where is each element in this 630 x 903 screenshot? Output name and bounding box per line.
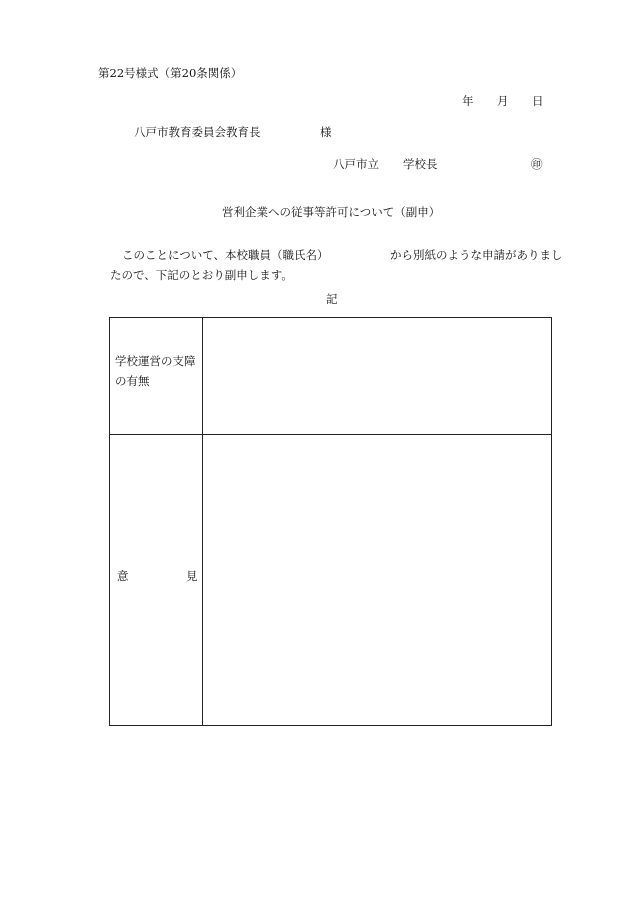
row2-label-left: 意 [117,569,129,583]
document-title: 営利企業への従事等許可について（副申） [222,205,441,219]
row2-answer-area[interactable] [203,435,551,725]
body-line-1b: から別紙のような申請がありまし [390,248,563,262]
sender-school: 八戸市立 [333,157,379,171]
addressee-name: 八戸市教育委員会教育長 [134,125,261,139]
date-year: 年 [462,94,474,108]
body-line-1a: このことについて、本校職員（職氏名） [122,248,329,262]
ki-heading: 記 [326,292,338,306]
addressee-honorific: 様 [320,125,332,139]
date-month: 月 [497,94,509,108]
row1-label: 学校運営の支障の有無 [115,354,196,388]
form-table [109,317,552,726]
body-line-2: たので、下記のとおり副申します。 [110,268,293,282]
date-day: 日 [532,94,544,108]
row2-label-right: 見 [186,569,198,583]
sender-title: 学校長 [403,157,438,171]
seal-mark: ㊞ [531,157,543,171]
row1-answer-area[interactable] [203,318,551,434]
form-number: 第22号様式（第20条関係） [98,66,243,80]
